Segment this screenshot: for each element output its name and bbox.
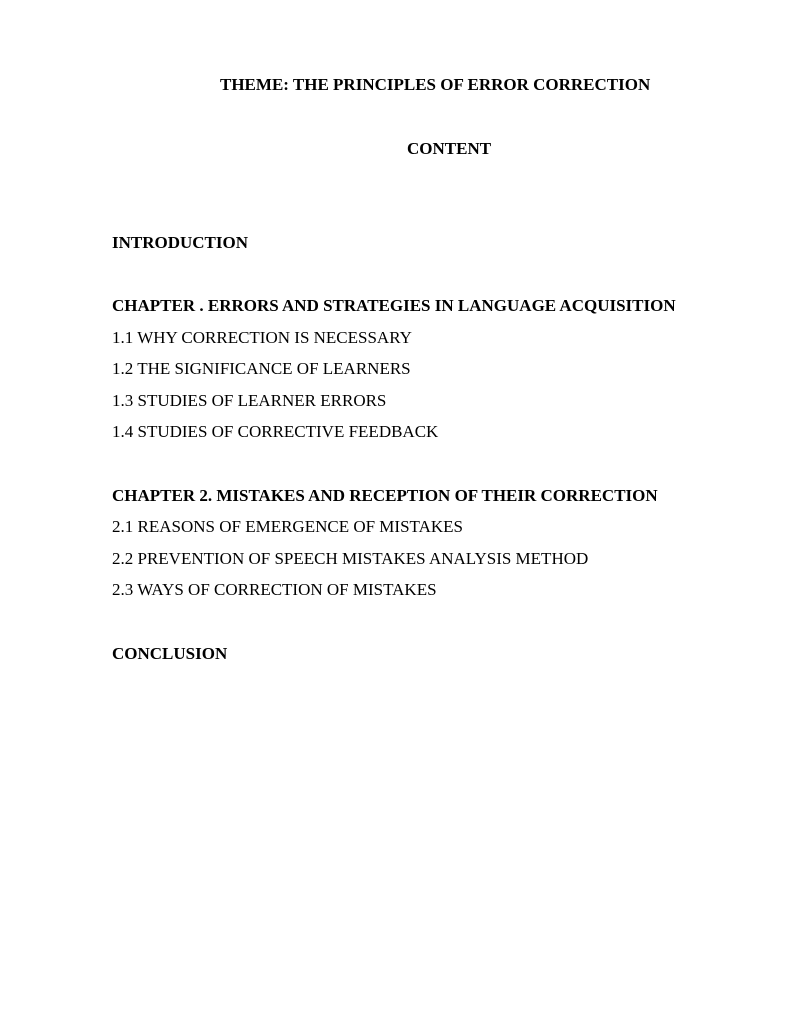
toc-item-1-2: 1.2 THE SIGNIFICANCE OF LEARNERS [112,359,411,378]
toc-conclusion: CONCLUSION [112,644,228,663]
content-heading: CONTENT [407,139,492,158]
toc-chapter-2-title: CHAPTER 2. MISTAKES AND RECEPTION OF THEIR CORRECTION [112,486,658,505]
toc-item-2-1: 2.1 REASONS OF EMERGENCE OF MISTAKES [112,517,463,536]
toc-item-1-4: 1.4 STUDIES OF CORRECTIVE FEEDBACK [112,422,439,441]
toc-item-2-3: 2.3 WAYS OF CORRECTION OF MISTAKES [112,580,437,599]
toc-item-1-3: 1.3 STUDIES OF LEARNER ERRORS [112,391,387,410]
toc-item-2-2: 2.2 PREVENTION OF SPEECH MISTAKES ANALYSIS METHOD [112,549,589,568]
toc-item-1-1: 1.1 WHY CORRECTION IS NECESSARY [112,328,412,347]
toc-chapter-1-title: CHAPTER . ERRORS AND STRATEGIES IN LANGUAGE ACQUISITION [112,296,676,315]
document-theme-title: THEME: THE PRINCIPLES OF ERROR CORRECTION [220,75,651,94]
toc-introduction: INTRODUCTION [112,233,249,252]
